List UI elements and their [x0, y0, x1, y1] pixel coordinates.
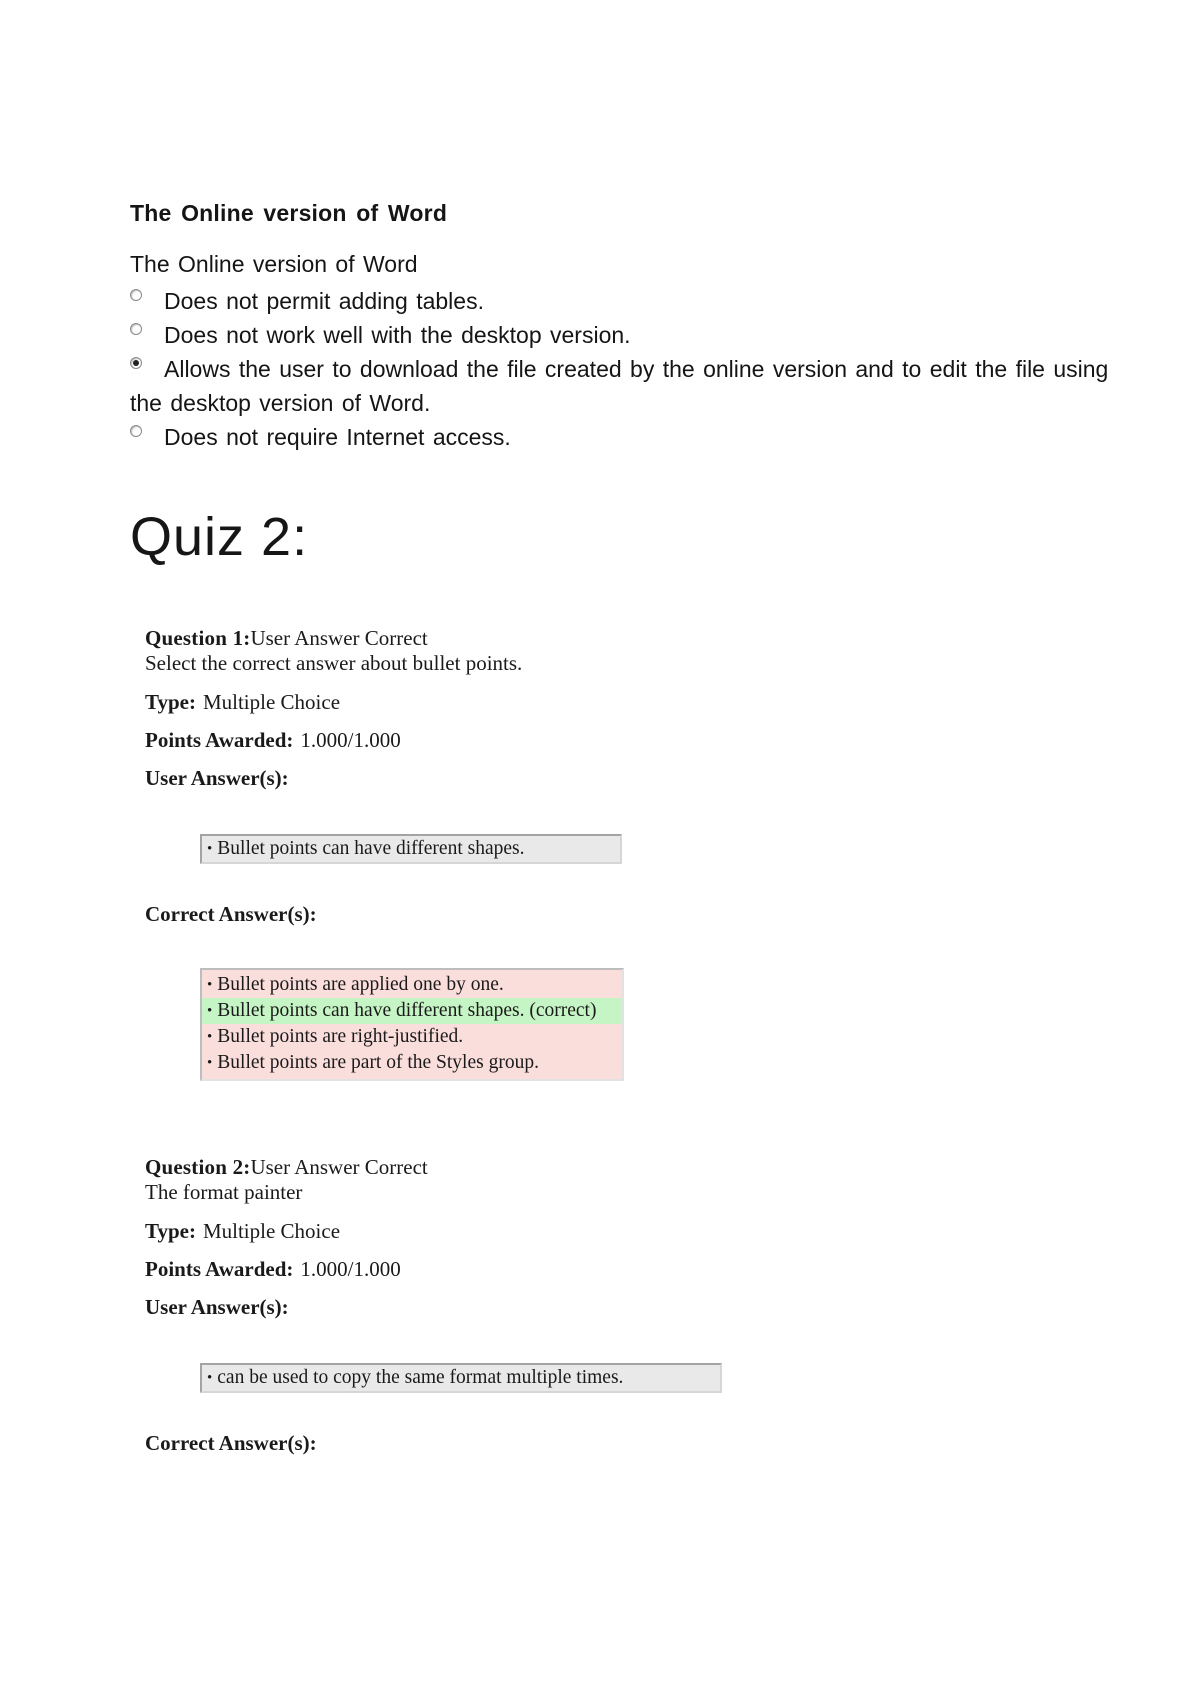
bullet-icon: •	[207, 1003, 213, 1019]
correct-answer-item	[202, 972, 622, 998]
user-answers-label: User Answer(s):	[145, 1295, 289, 1319]
question-type-row	[145, 1219, 1190, 1243]
correct-answer-item-highlighted	[202, 998, 622, 1024]
correct-answers-label: Correct Answer(s):	[145, 1431, 317, 1455]
correct-answer-text: Bullet points are part of the Styles group.	[217, 1052, 539, 1073]
option-label: Does not work well with the desktop version.	[164, 322, 631, 348]
correct-answer-item	[202, 1050, 622, 1076]
correct-answer-text: Bullet points can have different shapes. (correct)	[217, 1000, 597, 1021]
type-value: Multiple Choice	[202, 690, 341, 714]
section-heading: The Online version of Word	[130, 200, 448, 226]
bullet-icon: •	[207, 977, 213, 993]
points-value: 1.000/1.000	[300, 728, 401, 752]
bullet-icon: •	[207, 1029, 213, 1045]
type-label: Type:	[145, 1219, 196, 1243]
bullet-icon: •	[207, 841, 213, 857]
question-1-block	[145, 626, 1190, 1081]
correct-answer-item	[202, 1024, 622, 1050]
correct-answers-box	[200, 968, 624, 1081]
user-answer-item	[202, 836, 620, 862]
correct-answer-text: Bullet points are applied one by one.	[217, 974, 504, 995]
question-text: The Online version of Word	[130, 251, 418, 277]
points-value: 1.000/1.000	[300, 1257, 401, 1281]
option-label: Does not permit adding tables.	[164, 288, 484, 314]
radio-selected-icon[interactable]	[130, 357, 142, 369]
user-answer-text: can be used to copy the same format multiple times.	[217, 1367, 624, 1388]
type-value: Multiple Choice	[202, 1219, 341, 1243]
bullet-icon: •	[207, 1370, 213, 1386]
question-number: Question 1:	[145, 626, 251, 650]
question-type-row	[145, 690, 1190, 714]
word-online-question-section	[0, 0, 1190, 454]
user-answer-item	[202, 1365, 720, 1391]
user-answer-box	[200, 834, 622, 864]
question-status: User Answer Correct	[250, 626, 428, 650]
radio-unselected-icon[interactable]	[130, 289, 142, 301]
option-label: Allows the user to download the file created by the online version and to edit the file using the desktop version of Word.	[130, 356, 1109, 416]
user-answer-text: Bullet points can have different shapes.	[217, 838, 525, 859]
user-answer-box	[200, 1363, 722, 1393]
question-2-title	[145, 1155, 1190, 1180]
radio-unselected-icon[interactable]	[130, 425, 142, 437]
bullet-icon: •	[207, 1055, 213, 1071]
option-label: Does not require Internet access.	[164, 424, 511, 450]
question-2-prompt: The format painter	[145, 1180, 303, 1204]
type-label: Type:	[145, 690, 196, 714]
option-row-2	[130, 318, 1130, 352]
question-number: Question 2:	[145, 1155, 251, 1179]
question-2-block	[145, 1155, 1190, 1455]
question-1-title	[145, 626, 1190, 651]
option-row-4	[130, 420, 1130, 454]
option-row-1	[130, 284, 1130, 318]
question-1-prompt: Select the correct answer about bullet points.	[145, 651, 523, 675]
correct-answer-text: Bullet points are right-justified.	[217, 1026, 464, 1047]
user-answers-label: User Answer(s):	[145, 766, 289, 790]
correct-answers-label: Correct Answer(s):	[145, 902, 317, 926]
points-awarded-row	[145, 1257, 1190, 1281]
radio-unselected-icon[interactable]	[130, 323, 142, 335]
points-label: Points Awarded:	[145, 1257, 294, 1281]
question-status: User Answer Correct	[250, 1155, 428, 1179]
quiz-heading: Quiz 2:	[130, 507, 309, 567]
option-row-3	[130, 352, 1130, 420]
points-awarded-row	[145, 728, 1190, 752]
points-label: Points Awarded:	[145, 728, 294, 752]
